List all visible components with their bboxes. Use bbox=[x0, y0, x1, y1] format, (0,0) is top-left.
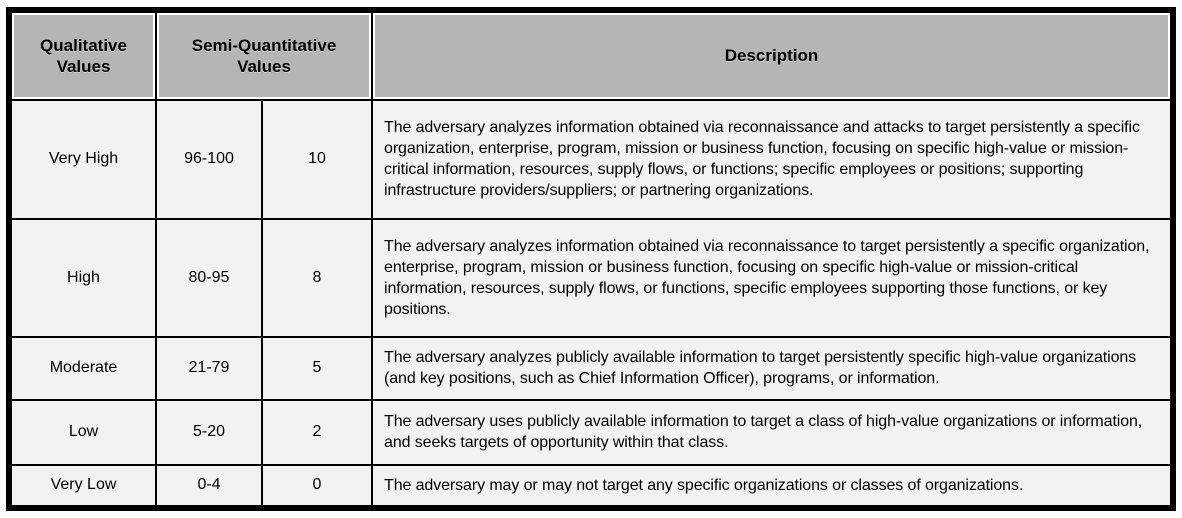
table-row bbox=[11, 465, 1171, 506]
table-row bbox=[11, 400, 1171, 464]
semi-quantitative-values-header: Semi-Quantitative Values bbox=[156, 12, 372, 100]
score-cell: 5 bbox=[262, 337, 372, 400]
description-cell: The adversary uses publicly available information to target a class of high-value organizations or information, and seeks targets of opportunity within that class. bbox=[372, 400, 1171, 464]
range-cell: 80-95 bbox=[156, 219, 262, 337]
range-cell: 96-100 bbox=[156, 100, 262, 219]
range-cell: 5-20 bbox=[156, 400, 262, 464]
description-cell: The adversary analyzes information obtained via reconnaissance to target persistently a specific organization, enterprise, program, mission or business function, focusing on specific high-value or mission-critical information, resources, supply flows, or functions, specific employees supporting those functions, or key positions. bbox=[372, 219, 1171, 337]
qualitative-cell: Low bbox=[11, 400, 156, 464]
qualitative-cell: Very High bbox=[11, 100, 156, 219]
qualitative-cell: Moderate bbox=[11, 337, 156, 400]
range-cell: 21-79 bbox=[156, 337, 262, 400]
header-row bbox=[11, 12, 1171, 100]
score-cell: 0 bbox=[262, 465, 372, 506]
table-row bbox=[11, 100, 1171, 219]
score-cell: 10 bbox=[262, 100, 372, 219]
score-cell: 8 bbox=[262, 219, 372, 337]
table-row bbox=[11, 219, 1171, 337]
score-cell: 2 bbox=[262, 400, 372, 464]
table-frame bbox=[6, 7, 1176, 511]
description-cell: The adversary analyzes publicly available information to target persistently specific high-value organizations (and key positions, such as Chief Information Officer), programs, or information. bbox=[372, 337, 1171, 400]
range-cell: 0-4 bbox=[156, 465, 262, 506]
description-header: Description bbox=[372, 12, 1171, 100]
qualitative-cell: High bbox=[11, 219, 156, 337]
adversary-targeting-scale-table bbox=[10, 11, 1172, 507]
description-cell: The adversary may or may not target any specific organizations or classes of organizations. bbox=[372, 465, 1171, 506]
qualitative-cell: Very Low bbox=[11, 465, 156, 506]
table-row bbox=[11, 337, 1171, 400]
qualitative-values-header: Qualitative Values bbox=[11, 12, 156, 100]
description-cell: The adversary analyzes information obtained via reconnaissance and attacks to target persistently a specific organization, enterprise, program, mission or business function, focusing on specific high-value or mission-critical information, resources, supply flows, or functions; specific employees or positions; supporting infrastructure providers/suppliers; or partnering organizations. bbox=[372, 100, 1171, 219]
